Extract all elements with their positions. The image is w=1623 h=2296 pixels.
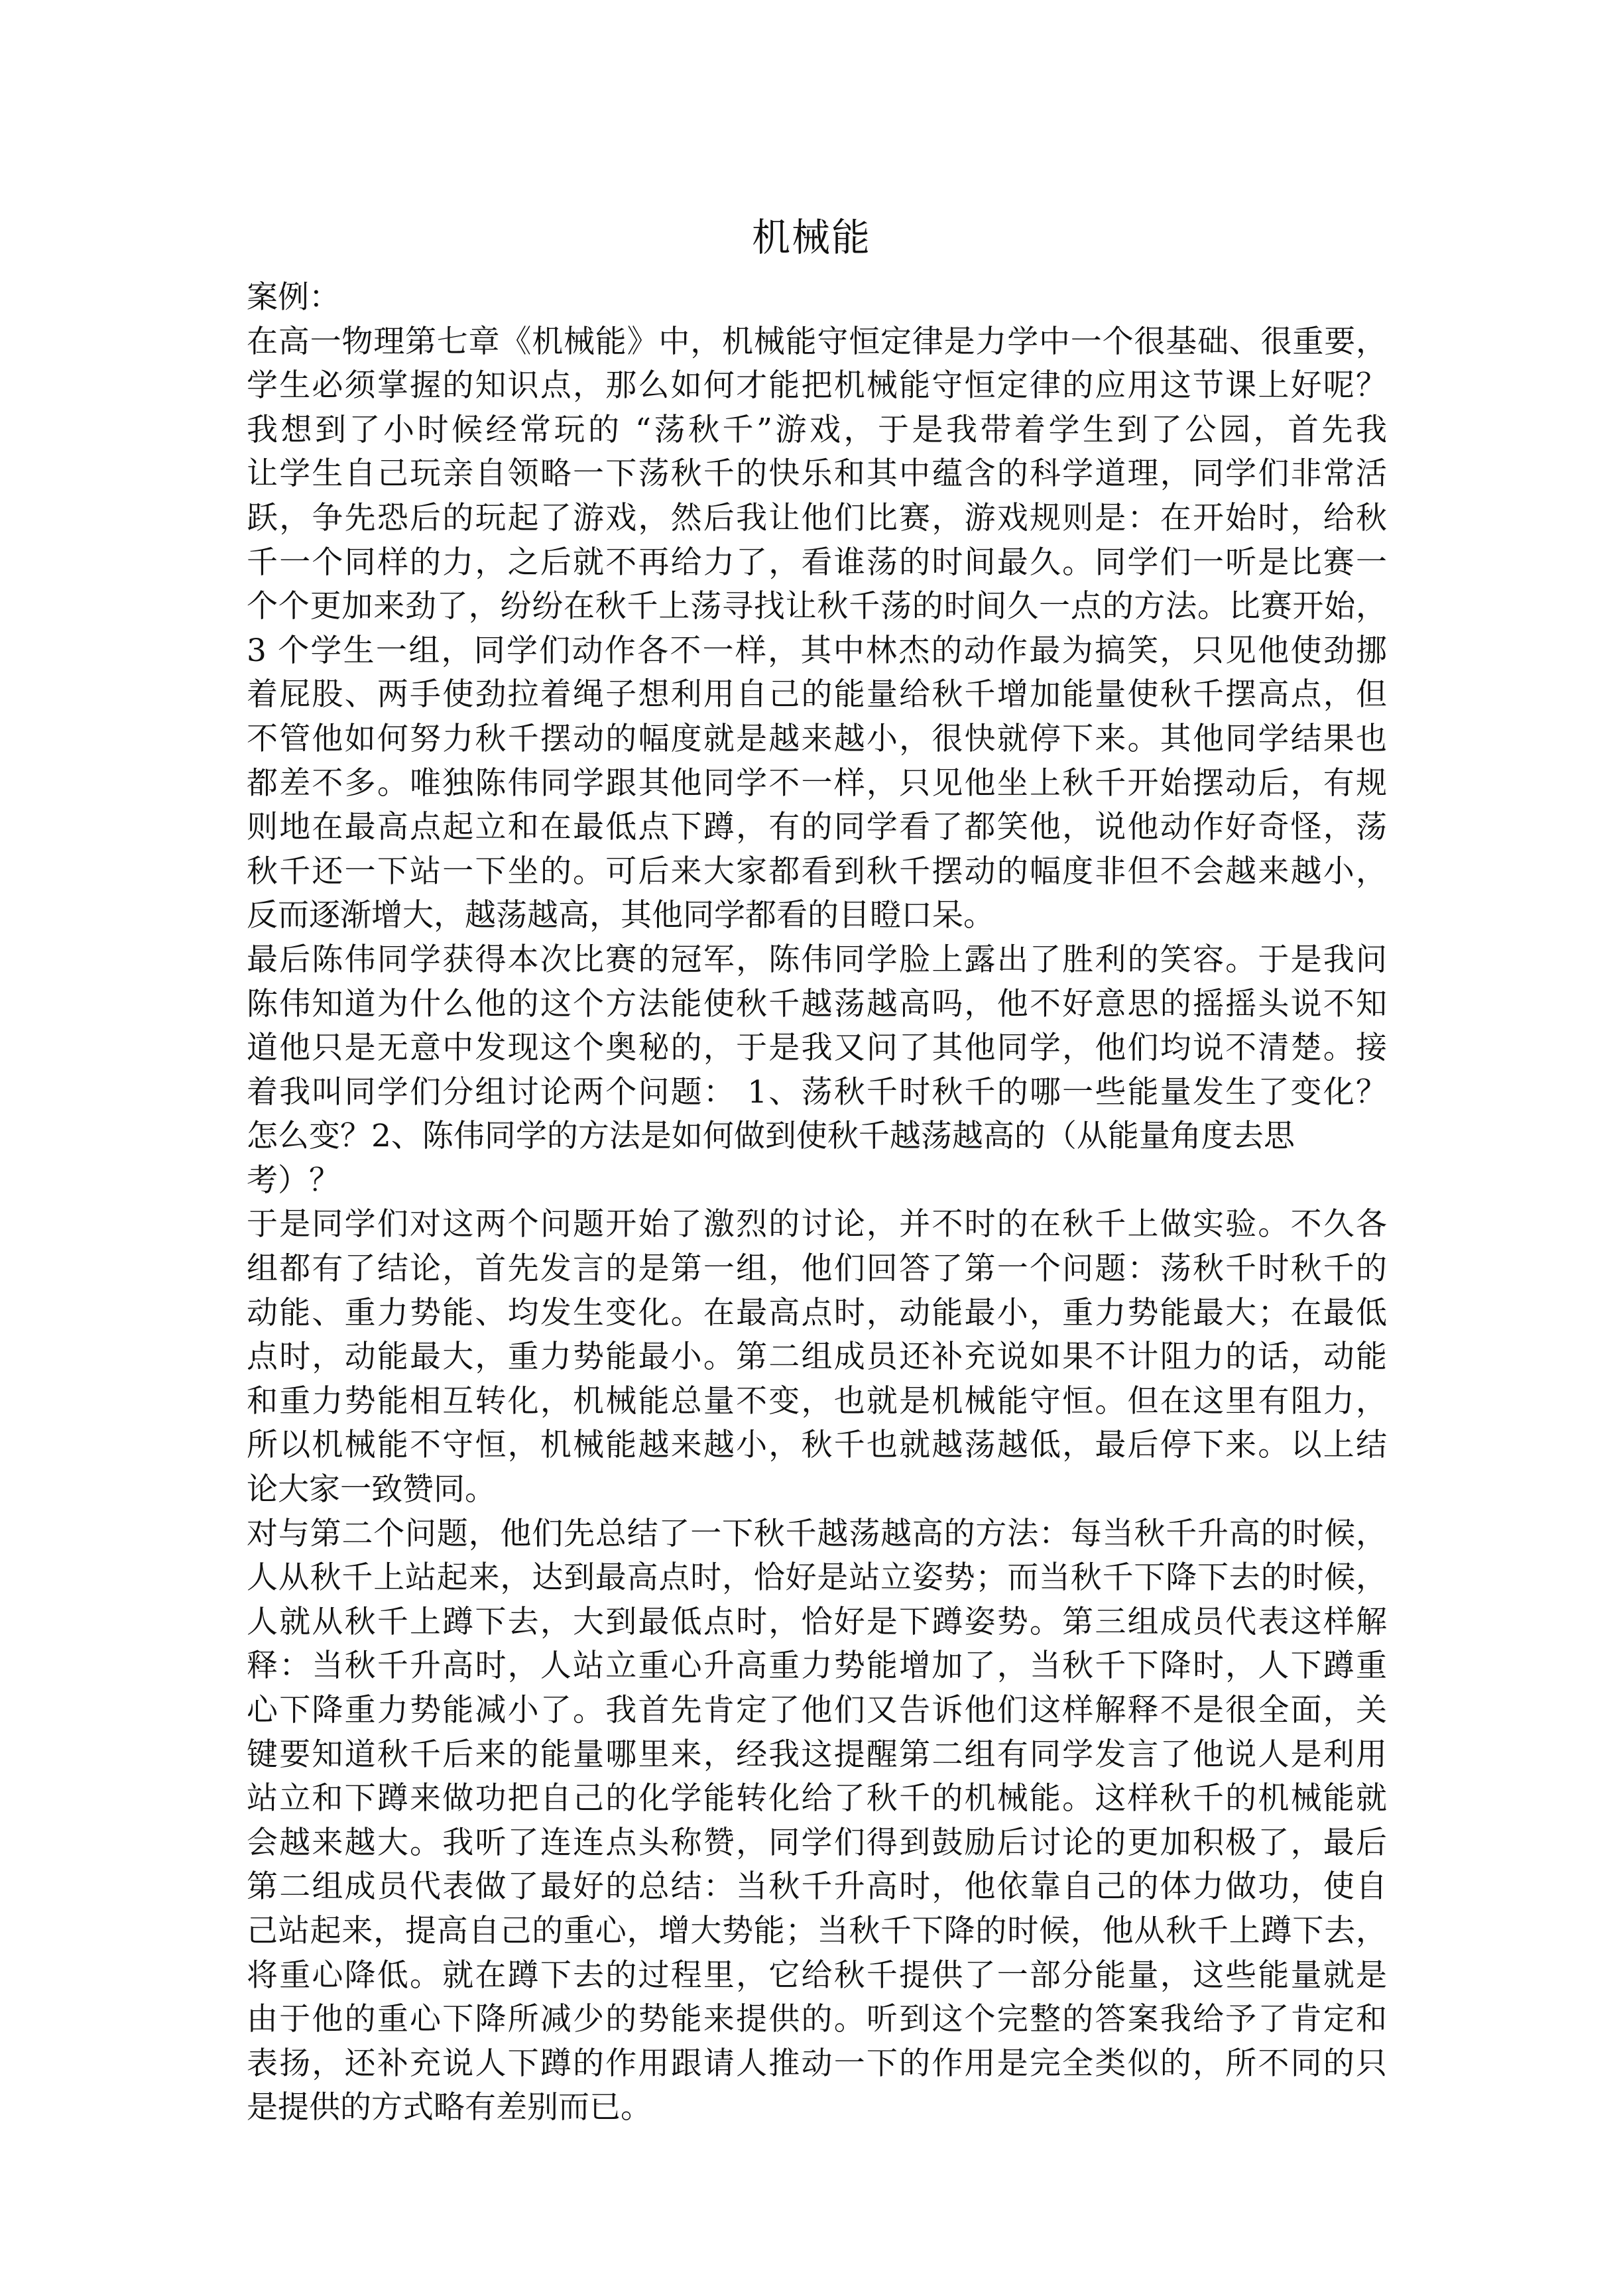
text-line: 我想到了小时候经常玩的 “荡秋千”游戏，于是我带着学生到了公园，首先我 xyxy=(247,411,1387,448)
text-line: 心下降重力势能减小了。我首先肯定了他们又告诉他们这样解释不是很全面，关 xyxy=(247,1692,1387,1728)
text-line: 则地在最高点起立和在最低点下蹲，有的同学看了都笑他，说他动作好奇怪，荡 xyxy=(247,809,1387,846)
text-line: 考）？ xyxy=(247,1162,340,1199)
text-line: 跃，争先恐后的玩起了游戏，然后我让他们比赛，游戏规则是：在开始时，给秋 xyxy=(247,499,1387,536)
text-line: 站立和下蹲来做功把自己的化学能转化给了秋千的机械能。这样秋千的机械能就 xyxy=(247,1780,1387,1817)
text-line: 是提供的方式略有差别而已。 xyxy=(247,2089,652,2126)
text-line: 会越来越大。我听了连连点头称赞，同学们得到鼓励后讨论的更加积极了，最后 xyxy=(247,1824,1387,1861)
text-line: 键要知道秋千后来的能量哪里来，经我这提醒第二组有同学发言了他说人是利用 xyxy=(247,1736,1387,1773)
text-line: 反而逐渐增大，越荡越高，其他同学都看的目瞪口呆。 xyxy=(247,897,994,934)
text-line: 所以机械能不守恒，机械能越来越小，秋千也就越荡越低，最后停下来。以上结 xyxy=(247,1427,1387,1464)
text-line: 表扬，还补充说人下蹲的作用跟请人推动一下的作用是完全类似的，所不同的只 xyxy=(247,2045,1387,2082)
text-line: 在高一物理第七章《机械能》中，机械能守恒定律是力学中一个很基础、很重要， xyxy=(247,323,1387,360)
text-line: 秋千还一下站一下坐的。可后来大家都看到秋千摆动的幅度非但不会越来越小， xyxy=(247,853,1387,890)
text-line: 3 个学生一组，同学们动作各不一样，其中林杰的动作最为搞笑，只见他使劲挪 xyxy=(247,632,1387,669)
body-text xyxy=(247,276,1387,2130)
text-line: 道他只是无意中发现这个奥秘的，于是我又问了其他同学，他们均说不清楚。接 xyxy=(247,1030,1387,1067)
text-line: 怎么变？2、陈伟同学的方法是如何做到使秋千越荡越高的（从能量角度去思 xyxy=(247,1118,1295,1155)
text-line: 组都有了结论，首先发言的是第一组，他们回答了第一个问题：荡秋千时秋千的 xyxy=(247,1250,1387,1288)
text-line: 千一个同样的力，之后就不再给力了，看谁荡的时间最久。同学们一听是比赛一 xyxy=(247,544,1387,581)
text-line: 论大家一致赞同。 xyxy=(247,1471,496,1508)
text-line: 学生必须掌握的知识点，那么如何才能把机械能守恒定律的应用这节课上好呢？ xyxy=(247,367,1387,404)
text-line: 让学生自己玩亲自领略一下荡秋千的快乐和其中蕴含的科学道理，同学们非常活 xyxy=(247,455,1387,493)
text-line: 和重力势能相互转化，机械能总量不变，也就是机械能守恒。但在这里有阻力， xyxy=(247,1382,1387,1420)
text-line: 于是同学们对这两个问题开始了激烈的讨论，并不时的在秋千上做实验。不久各 xyxy=(247,1206,1387,1243)
text-line: 都差不多。唯独陈伟同学跟其他同学不一样，只见他坐上秋千开始摆动后，有规 xyxy=(247,764,1387,802)
text-line: 不管他如何努力秋千摆动的幅度就是越来越小，很快就停下来。其他同学结果也 xyxy=(247,720,1387,757)
text-line: 陈伟知道为什么他的这个方法能使秋千越荡越高吗，他不好意思的摇摇头说不知 xyxy=(247,985,1387,1022)
text-line: 动能、重力势能、均发生变化。在最高点时，动能最小，重力势能最大；在最低 xyxy=(247,1294,1387,1331)
text-line: 着我叫同学们分组讨论两个问题： 1、荡秋千时秋千的哪一些能量发生了变化？ xyxy=(247,1073,1387,1111)
text-line: 对与第二个问题，他们先总结了一下秋千越荡越高的方法：每当秋千升高的时候， xyxy=(247,1515,1387,1552)
text-line: 点时，动能最大，重力势能最小。第二组成员还补充说如果不计阻力的话，动能 xyxy=(247,1339,1387,1376)
text-line: 人就从秋千上蹲下去，大到最低点时，恰好是下蹲姿势。第三组成员代表这样解 xyxy=(247,1603,1387,1640)
text-line: 最后陈伟同学获得本次比赛的冠军，陈伟同学脸上露出了胜利的笑容。于是我问 xyxy=(247,941,1387,978)
text-line: 释：当秋千升高时，人站立重心升高重力势能增加了，当秋千下降时，人下蹲重 xyxy=(247,1648,1387,1685)
text-line: 个个更加来劲了，纷纷在秋千上荡寻找让秋千荡的时间久一点的方法。比赛开始， xyxy=(247,588,1387,625)
text-line: 人从秋千上站起来，达到最高点时，恰好是站立姿势；而当秋千下降下去的时候， xyxy=(247,1559,1387,1597)
text-line: 由于他的重心下降所减少的势能来提供的。听到这个完整的答案我给予了肯定和 xyxy=(247,2001,1387,2038)
text-line: 着屁股、两手使劲拉着绳子想利用自己的能量给秋千增加能量使秋千摆高点，但 xyxy=(247,676,1387,713)
text-line: 案例： xyxy=(247,279,340,316)
text-line: 将重心降低。就在蹲下去的过程里，它给秋千提供了一部分能量，这些能量就是 xyxy=(247,1957,1387,1994)
page-title: 机械能 xyxy=(751,215,871,260)
text-line: 己站起来，提高自己的重心，增大势能；当秋千下降的时候，他从秋千上蹲下去， xyxy=(247,1912,1387,1949)
text-line: 第二组成员代表做了最好的总结：当秋千升高时，他依靠自己的体力做功，使自 xyxy=(247,1868,1387,1905)
